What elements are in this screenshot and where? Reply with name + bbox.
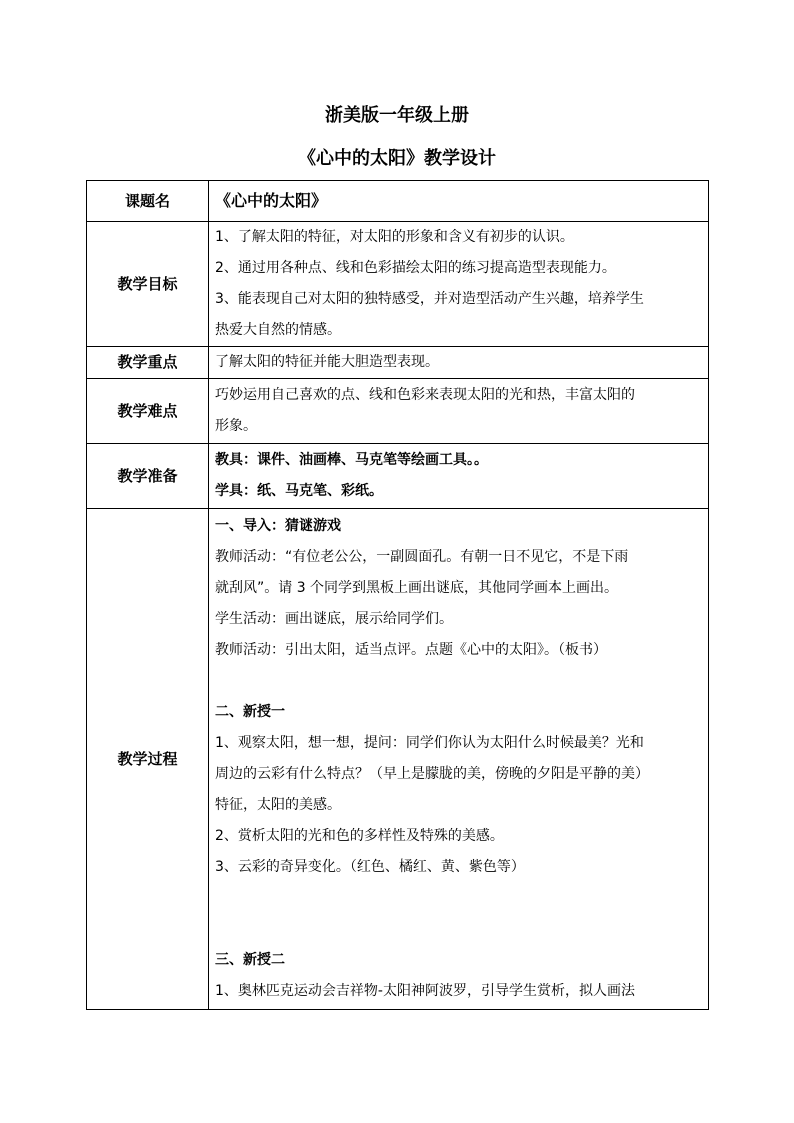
spacer — [215, 883, 702, 945]
goal-line: 3、能表现自己对太阳的独特感受，并对造型活动产生兴趣，培养学生 — [215, 291, 644, 307]
goal-line: 1、了解太阳的特征，对太阳的形象和含义有初步的认识。 — [215, 229, 574, 245]
preparation-line: 学具：纸、马克笔、彩纸。 — [215, 483, 383, 499]
table-row-preparation — [87, 444, 709, 509]
spacer — [215, 666, 702, 697]
preparation-label: 教学准备 — [87, 444, 209, 509]
table-row-goals — [87, 222, 709, 347]
preparation-cell — [209, 444, 709, 509]
difficulties-label: 教学难点 — [87, 379, 209, 444]
document-title: 浙美版一年级上册 — [325, 105, 469, 126]
table-row-topic — [87, 181, 709, 222]
process-line: 特征，太阳的美感。 — [215, 797, 341, 813]
process-line: 教师活动：引出太阳，适当点评。点题《心中的太阳》。（板书） — [215, 642, 607, 658]
document-subtitle: 《心中的太阳》教学设计 — [298, 148, 496, 169]
difficulty-line: 巧妙运用自己喜欢的点、线和色彩来表现太阳的光和热，丰富太阳的 — [215, 387, 635, 403]
process-line: 学生活动：画出谜底，展示给同学们。 — [215, 611, 453, 627]
process-section-heading: 三、新授二 — [215, 952, 285, 968]
process-line: 教师活动：“有位老公公，一副圆面孔。有朝一日不见它，不是下雨 — [215, 549, 629, 565]
difficulties-cell — [209, 379, 709, 444]
goal-line: 2、通过用各种点、线和色彩描绘太阳的练习提高造型表现能力。 — [215, 260, 616, 276]
topic-label: 课题名 — [87, 181, 209, 222]
preparation-line: 教具：课件、油画棒、马克笔等绘画工具。。 — [215, 452, 488, 468]
process-cell — [209, 509, 709, 1010]
key-points-label: 教学重点 — [87, 347, 209, 379]
goals-label: 教学目标 — [87, 222, 209, 347]
process-label: 教学过程 — [87, 509, 209, 1010]
table-row-key-points — [87, 347, 709, 379]
process-line: 3、云彩的奇异变化。（红色、橘红、黄、紫色等） — [215, 859, 525, 875]
table-row-difficulties — [87, 379, 709, 444]
topic-value: 《心中的太阳》 — [215, 190, 328, 210]
process-line: 周边的云彩有什么特点？（早上是朦胧的美，傍晚的夕阳是平静的美） — [215, 766, 649, 782]
process-section-heading: 一、导入：猜谜游戏 — [215, 518, 341, 534]
table-row-process — [87, 509, 709, 1010]
process-line: 1、观察太阳，想一想，提问：同学们你认为太阳什么时候最美？光和 — [215, 735, 644, 751]
process-line: 就刮风”。请 3 个同学到黑板上画出谜底，其他同学画本上画出。 — [215, 580, 619, 596]
process-line: 1、奥林匹克运动会吉祥物-太阳神阿波罗，引导学生赏析，拟人画法 — [215, 983, 635, 999]
process-line: 2、赏析太阳的光和色的多样性及特殊的美感。 — [215, 828, 504, 844]
process-section-heading: 二、新授一 — [215, 704, 285, 720]
topic-value-cell — [209, 181, 709, 222]
key-points-value: 了解太阳的特征并能大胆造型表现。 — [209, 347, 709, 379]
difficulty-line: 形象。 — [215, 418, 257, 434]
goals-cell — [209, 222, 709, 347]
lesson-plan-table — [86, 180, 709, 1010]
goal-line: 热爱大自然的情感。 — [215, 322, 341, 338]
